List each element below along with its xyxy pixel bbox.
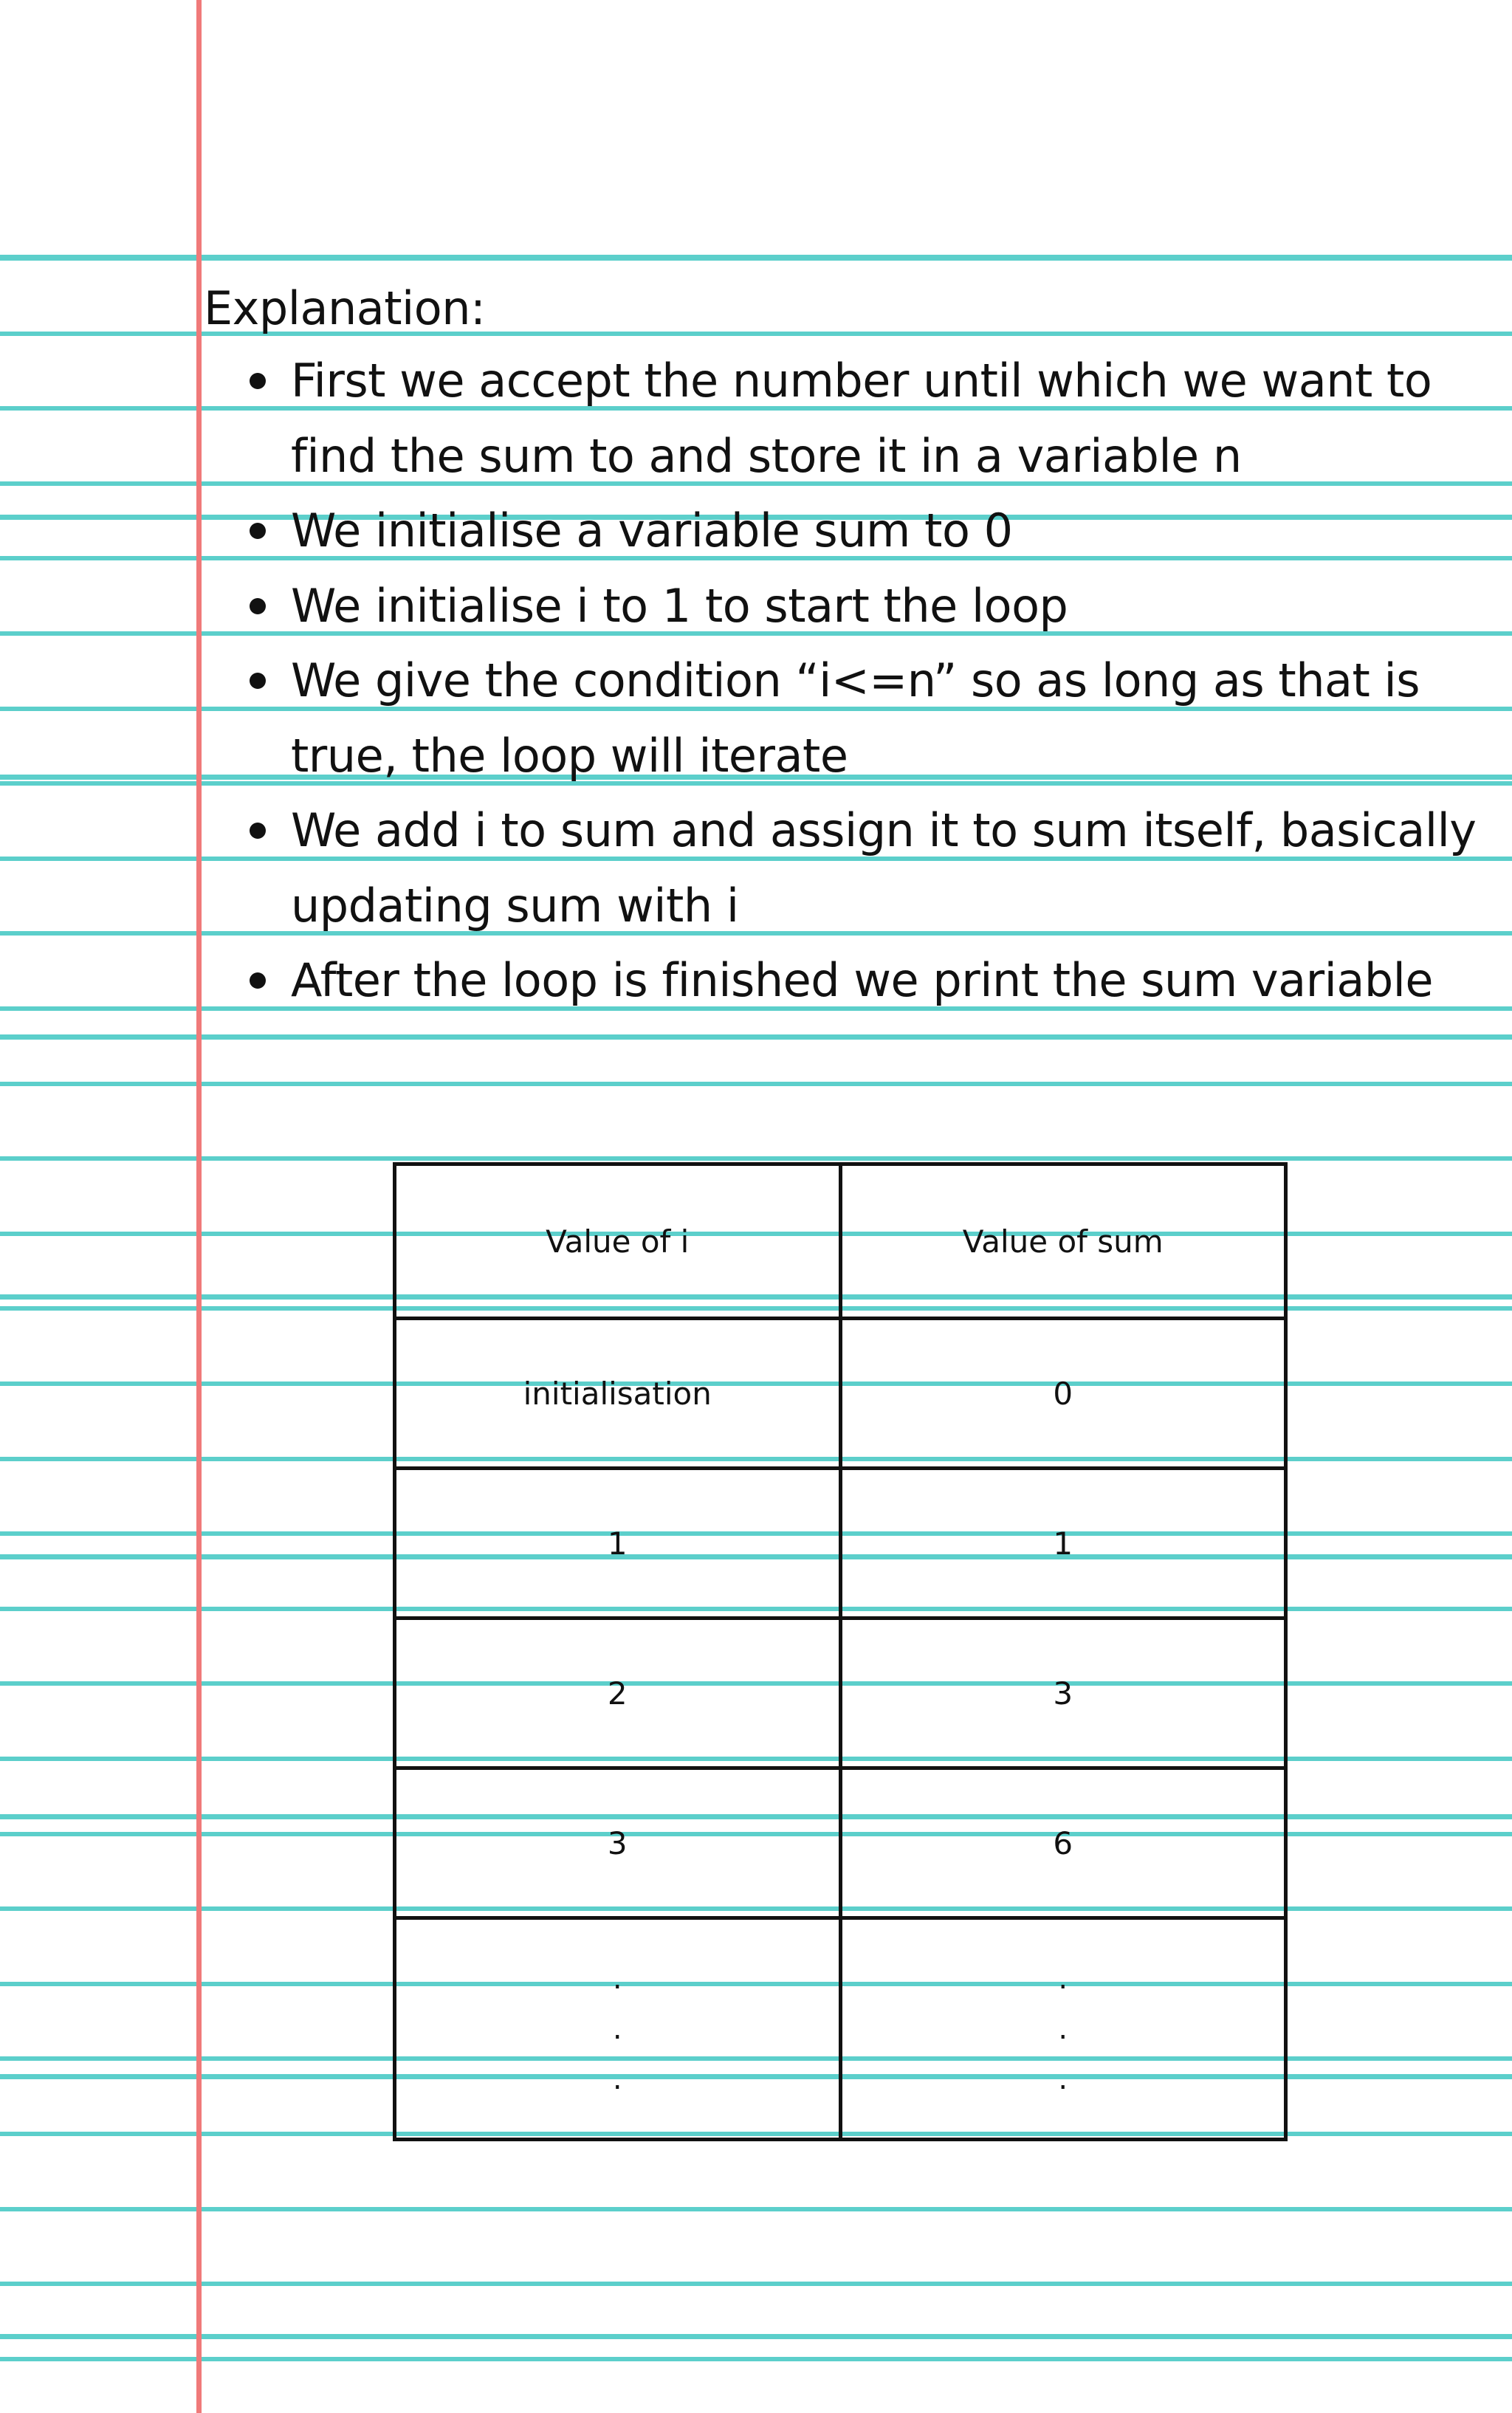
list-item xyxy=(244,493,1499,569)
list-item-text: First we accept the number until which we want to find the sum to and store it in a variable n xyxy=(291,354,1432,483)
margin-line xyxy=(196,0,202,2413)
cell-i: 2 xyxy=(396,1619,840,1768)
list-item-text: We initialise i to 1 to start the loop xyxy=(291,578,1068,633)
list-item-text: We initialise a variable sum to 0 xyxy=(291,504,1013,557)
list-item xyxy=(244,569,1499,644)
list-item-text: We give the condition “i<=n” so as long as that is true, the loop will iterate xyxy=(291,653,1420,783)
bullet-dot xyxy=(250,823,266,839)
table-row xyxy=(396,1768,1284,1918)
bullet-dot xyxy=(250,598,266,614)
cell-sum: 1 xyxy=(840,1469,1284,1619)
explanation-heading: Explanation: xyxy=(204,281,486,335)
trace-table-grid xyxy=(396,1166,1284,2138)
list-item xyxy=(244,643,1499,793)
cell-sum: 6 xyxy=(840,1768,1284,1918)
list-item-text: After the loop is finished we print the sum variable xyxy=(291,953,1434,1007)
cell-sum: 3 xyxy=(840,1619,1284,1768)
ellipsis-dot: . xyxy=(1058,2062,1068,2096)
list-item xyxy=(244,943,1499,1018)
cell-sum: 0 xyxy=(840,1319,1284,1469)
cell-i: 1 xyxy=(396,1469,840,1619)
bullet-dot xyxy=(250,523,266,539)
cell-i: 3 xyxy=(396,1768,840,1918)
bullet-dot xyxy=(250,373,266,389)
rule-line xyxy=(0,256,1512,261)
explanation-list xyxy=(244,343,1499,1018)
rule-line xyxy=(0,2357,1512,2361)
ellipsis-dot: . xyxy=(612,1961,622,1996)
vertical-ellipsis xyxy=(396,1962,839,2096)
cell-i: initialisation xyxy=(396,1319,840,1469)
rule-line xyxy=(0,2207,1512,2211)
rule-line xyxy=(0,1156,1512,1161)
table-header-row xyxy=(396,1166,1284,1319)
table-row xyxy=(396,1469,1284,1619)
header-value-of-sum: Value of sum xyxy=(840,1166,1284,1319)
table-row-ellipsis xyxy=(396,1918,1284,2138)
list-item-text: We add i to sum and assign it to sum itself, basically updating sum with i xyxy=(291,803,1477,933)
header-value-of-i: Value of i xyxy=(396,1166,840,1319)
ellipsis-dot: . xyxy=(1058,1961,1068,1996)
rule-line xyxy=(0,1082,1512,1086)
table-row xyxy=(396,1319,1284,1469)
bullet-dot xyxy=(250,673,266,689)
ellipsis-dot: . xyxy=(612,2011,622,2046)
bullet-dot xyxy=(250,972,266,989)
cell-i-ellipsis xyxy=(396,1918,840,2138)
trace-table xyxy=(393,1162,1288,2141)
list-item xyxy=(244,343,1499,493)
rule-line xyxy=(0,2282,1512,2286)
table-row xyxy=(396,1619,1284,1768)
vertical-ellipsis xyxy=(842,1962,1285,2096)
cell-sum-ellipsis xyxy=(840,1918,1284,2138)
ellipsis-dot: . xyxy=(612,2062,622,2096)
ellipsis-dot: . xyxy=(1058,2011,1068,2046)
list-item xyxy=(244,793,1499,943)
